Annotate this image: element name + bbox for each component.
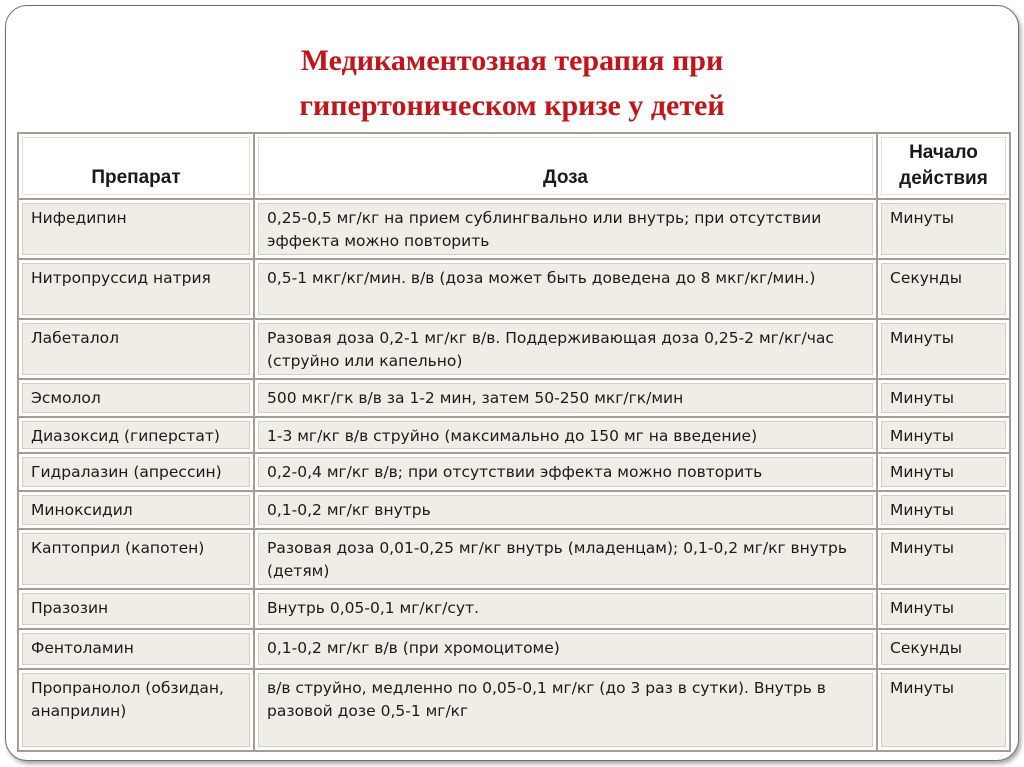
cell-drug: Пропранолол (обзидан, анаприлин): [18, 669, 254, 751]
cell-drug: Фентоламин: [18, 629, 254, 669]
table-row: [18, 199, 1010, 259]
header-onset: Начало действия: [877, 133, 1010, 199]
cell-onset: Минуты: [877, 589, 1010, 629]
cell-onset: Секунды: [877, 259, 1010, 319]
cell-dose: 0,25-0,5 мг/кг на прием сублингвально или внутрь; при отсутствии эффекта можно повторить: [254, 199, 877, 259]
table-row: [18, 491, 1010, 529]
cell-dose: 0,1-0,2 мг/кг внутрь: [254, 491, 877, 529]
cell-onset: Минуты: [877, 319, 1010, 379]
cell-dose: Разовая доза 0,01-0,25 мг/кг внутрь (младенцам); 0,1-0,2 мг/кг внутрь (детям): [254, 529, 877, 589]
cell-onset: Секунды: [877, 629, 1010, 669]
cell-drug: Празозин: [18, 589, 254, 629]
drug-table: [17, 132, 1011, 752]
cell-drug: Каптоприл (капотен): [18, 529, 254, 589]
table-row: [18, 379, 1010, 417]
table-row: [18, 259, 1010, 319]
header-dose: Доза: [254, 133, 877, 199]
table-row: [18, 529, 1010, 589]
cell-dose: 500 мкг/гк в/в за 1-2 мин, затем 50-250 мкг/гк/мин: [254, 379, 877, 417]
cell-dose: 1-3 мг/кг в/в струйно (максимально до 150 мг на введение): [254, 417, 877, 453]
cell-drug: Миноксидил: [18, 491, 254, 529]
cell-onset: Минуты: [877, 417, 1010, 453]
cell-drug: Эсмолол: [18, 379, 254, 417]
cell-dose: 0,5-1 мкг/кг/мин. в/в (доза может быть доведена до 8 мкг/кг/мин.): [254, 259, 877, 319]
table-row: [18, 629, 1010, 669]
cell-drug: Диазоксид (гиперстат): [18, 417, 254, 453]
cell-dose: Внутрь 0,05-0,1 мг/кг/сут.: [254, 589, 877, 629]
title-line-1: Медикаментозная терапия при: [300, 44, 724, 77]
cell-drug: Гидралазин (апрессин): [18, 453, 254, 491]
table-row: [18, 417, 1010, 453]
cell-onset: Минуты: [877, 669, 1010, 751]
cell-onset: Минуты: [877, 453, 1010, 491]
cell-dose: 0,1-0,2 мг/кг в/в (при хромоцитоме): [254, 629, 877, 669]
cell-drug: Лабеталол: [18, 319, 254, 379]
cell-drug: Нифедипин: [18, 199, 254, 259]
table-row: [18, 589, 1010, 629]
cell-onset: Минуты: [877, 379, 1010, 417]
cell-dose: Разовая доза 0,2-1 мг/кг в/в. Поддерживающая доза 0,25-2 мг/кг/час (струйно или капельно): [254, 319, 877, 379]
table-row: [18, 669, 1010, 751]
cell-onset: Минуты: [877, 491, 1010, 529]
cell-dose: 0,2-0,4 мг/кг в/в; при отсутствии эффекта можно повторить: [254, 453, 877, 491]
header-drug: Препарат: [18, 133, 254, 199]
slide-title: [0, 38, 1024, 128]
cell-onset: Минуты: [877, 199, 1010, 259]
table-row: [18, 453, 1010, 491]
title-line-2: гипертоническом кризе у детей: [299, 89, 725, 122]
cell-drug: Нитропруссид натрия: [18, 259, 254, 319]
cell-dose: в/в струйно, медленно по 0,05-0,1 мг/кг (до 3 раз в сутки). Внутрь в разовой дозе 0,5-1 мг/кг: [254, 669, 877, 751]
table-row: [18, 319, 1010, 379]
cell-onset: Минуты: [877, 529, 1010, 589]
table-header-row: [18, 133, 1010, 199]
